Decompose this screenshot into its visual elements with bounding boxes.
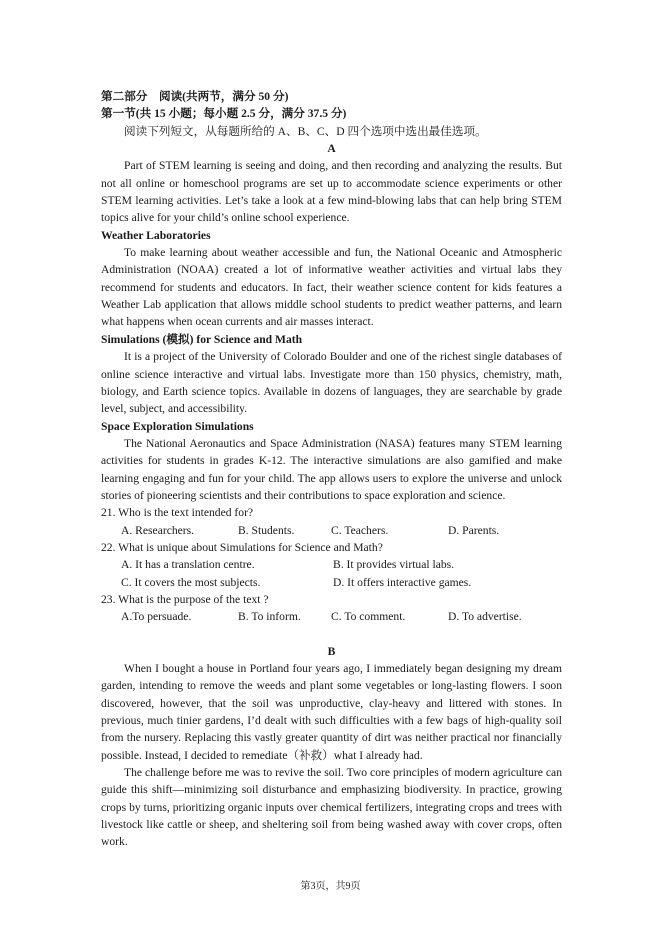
section-text-space: The National Aeronautics and Space Administration (NASA) features many STEM learning activities for students in grades K-12. The interactive simulations are also gamified and make learning engaging and fun for your child. The app allows users to explore the universe and unlock stories of pioneering scientists and their contributions to space exploration and science.	[101, 436, 562, 502]
exam-page	[101, 88, 562, 851]
option-c: C. To comment.	[331, 610, 406, 624]
instruction: 阅读下列短文，从每题所给的 A、B、C、D 四个选项中选出最佳选项。	[124, 124, 487, 138]
option-b: B. It provides virtual labs.	[333, 558, 455, 572]
page-footer: 第3页，共9页	[300, 881, 361, 892]
section-heading-weather: Weather Laboratories	[101, 228, 211, 242]
question-21: 21. Who is the text intended for?	[101, 506, 254, 520]
passage-b-paragraph-1: When I bought a house in Portland four years ago, I immediately began designing my dream garden, intending to remove the weeds and plant some vegetables or long-lasting flowers. I soon discovered, however, that the soil was unproductive, clay-heavy and littered with stones. In previous, much tinier gardens, I’d dealt with such difficulties with a few bags of high-quality soil from the nursery. Replacing this vastly greater quantity of dirt was neither practical nor financially possible. Instead, I decided to remediate（补救）what I already had.	[101, 662, 562, 762]
option-d: D. It offers interactive games.	[333, 575, 472, 589]
question-23-options	[101, 608, 562, 625]
option-c: C. It covers the most subjects.	[121, 575, 261, 589]
option-d: D. To advertise.	[448, 610, 522, 624]
section-text-weather: To make learning about weather accessible and fun, the National Oceanic and Atmospheric Administration (NOAA) created a lot of informative weather activities and virtual labs they recommend for students and educators. In fact, their weather science content for kids features a Weather Lab application that allows middle school students to predict weather patterns, and learn what happens when ocean currents and air masses interact.	[101, 246, 562, 329]
question-22-options	[101, 556, 562, 591]
option-a: A.To persuade.	[121, 610, 192, 624]
section-heading-simulations: Simulations (模拟) for Science and Math	[101, 332, 303, 346]
option-d: D. Parents.	[448, 523, 500, 537]
option-a: A. Researchers.	[121, 523, 195, 537]
option-b: B. Students.	[238, 523, 295, 537]
section-heading: 第一节(共 15 小题；每小题 2.5 分，满分 37.5 分)	[101, 107, 347, 121]
passage-b-label: B	[327, 644, 336, 658]
question-21-options	[101, 522, 562, 539]
question-22: 22. What is unique about Simulations for Science and Math?	[101, 540, 383, 554]
option-a: A. It has a translation centre.	[121, 558, 255, 572]
question-23: 23. What is the purpose of the text ?	[101, 592, 269, 606]
passage-a-intro: Part of STEM learning is seeing and doing, and then recording and analyzing the results. But not all online or homeschool programs are set up to accommodate science experiments or other STEM learning activities. Let’s take a look at a few mind-blowing labs that can help bring STEM topics alive for your child’s online school experience.	[101, 159, 562, 225]
passage-a-label: A	[327, 142, 336, 156]
option-c: C. Teachers.	[331, 523, 389, 537]
section-text-simulations: It is a project of the University of Colorado Boulder and one of the richest single databases of online science interactive and virtual labs. Investigate more than 150 physics, chemistry, math, biology, and Earth science topics. Available in dozens of languages, they are searchable by grade level, subject, and accessibility.	[101, 350, 562, 416]
option-b: B. To inform.	[238, 610, 301, 624]
section-heading-space: Space Exploration Simulations	[101, 419, 254, 433]
part-heading: 第二部分 阅读(共两节，满分 50 分)	[101, 90, 289, 103]
passage-b-paragraph-2: The challenge before me was to revive the soil. Two core principles of modern agriculture can guide this shift—minimizing soil disturbance and emphasizing biodiversity. In practice, growing crops by turns, prioritizing organic inputs over chemical fertilizers, integrating crops and trees with livestock like cattle or sheep, and sheltering soil from being washed away with cover crops, often work.	[101, 766, 562, 849]
